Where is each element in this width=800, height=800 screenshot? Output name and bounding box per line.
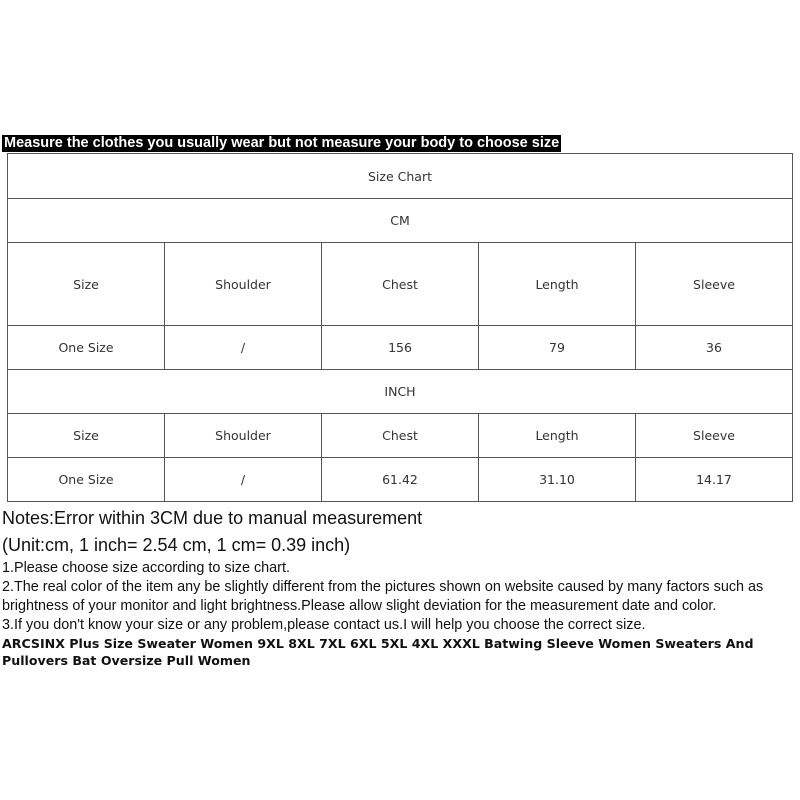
product-title: ARCSINX Plus Size Sweater Women 9XL 8XL 7XL 6XL 5XL 4XL XXXL Batwing Sleeve Women Sweaters And Pullovers Bat Oversize Pull Women bbox=[2, 636, 754, 668]
table-title-row bbox=[8, 154, 793, 199]
note-item-2: 2.The real color of the item any be slightly different from the pictures shown on website caused by many factors such as brightness of your monitor and light brightness.Please allow slight deviation for the measurement date and color. bbox=[2, 579, 764, 614]
data-cell: 61.42 bbox=[322, 458, 479, 502]
cm-header-row bbox=[8, 243, 793, 326]
data-cell: 31.10 bbox=[479, 458, 636, 502]
cm-section-row bbox=[8, 199, 793, 243]
header-cell: Sleeve bbox=[636, 414, 793, 458]
inch-header-row bbox=[8, 414, 793, 458]
inch-data-row bbox=[8, 458, 793, 502]
data-cell: 156 bbox=[322, 326, 479, 370]
header-cell: Size bbox=[8, 243, 165, 326]
size-instruction-banner: Measure the clothes you usually wear but not measure your body to choose size bbox=[4, 135, 560, 151]
data-cell: / bbox=[165, 326, 322, 370]
header-cell: Length bbox=[479, 243, 636, 326]
note-item-1: 1.Please choose size according to size chart. bbox=[2, 560, 290, 576]
notes-section bbox=[2, 505, 798, 669]
header-cell: Chest bbox=[322, 243, 479, 326]
size-chart-table bbox=[7, 153, 793, 502]
header-cell: Length bbox=[479, 414, 636, 458]
header-cell: Shoulder bbox=[165, 414, 322, 458]
data-cell: 36 bbox=[636, 326, 793, 370]
cm-data-row bbox=[8, 326, 793, 370]
table-title: Size Chart bbox=[8, 154, 793, 199]
data-cell: 14.17 bbox=[636, 458, 793, 502]
data-cell: One Size bbox=[8, 326, 165, 370]
header-cell: Size bbox=[8, 414, 165, 458]
header-cell: Chest bbox=[322, 414, 479, 458]
data-cell: One Size bbox=[8, 458, 165, 502]
notes-unit-line: (Unit:cm, 1 inch= 2.54 cm, 1 cm= 0.39 inch) bbox=[2, 535, 351, 555]
cm-label: CM bbox=[8, 199, 793, 243]
inch-label: INCH bbox=[8, 370, 793, 414]
data-cell: / bbox=[165, 458, 322, 502]
data-cell: 79 bbox=[479, 326, 636, 370]
header-cell: Sleeve bbox=[636, 243, 793, 326]
header-cell: Shoulder bbox=[165, 243, 322, 326]
inch-section-row bbox=[8, 370, 793, 414]
notes-error-line: Notes:Error within 3CM due to manual measurement bbox=[2, 508, 423, 528]
note-item-3: 3.If you don't know your size or any problem,please contact us.I will help you choose the correct size. bbox=[2, 617, 646, 633]
